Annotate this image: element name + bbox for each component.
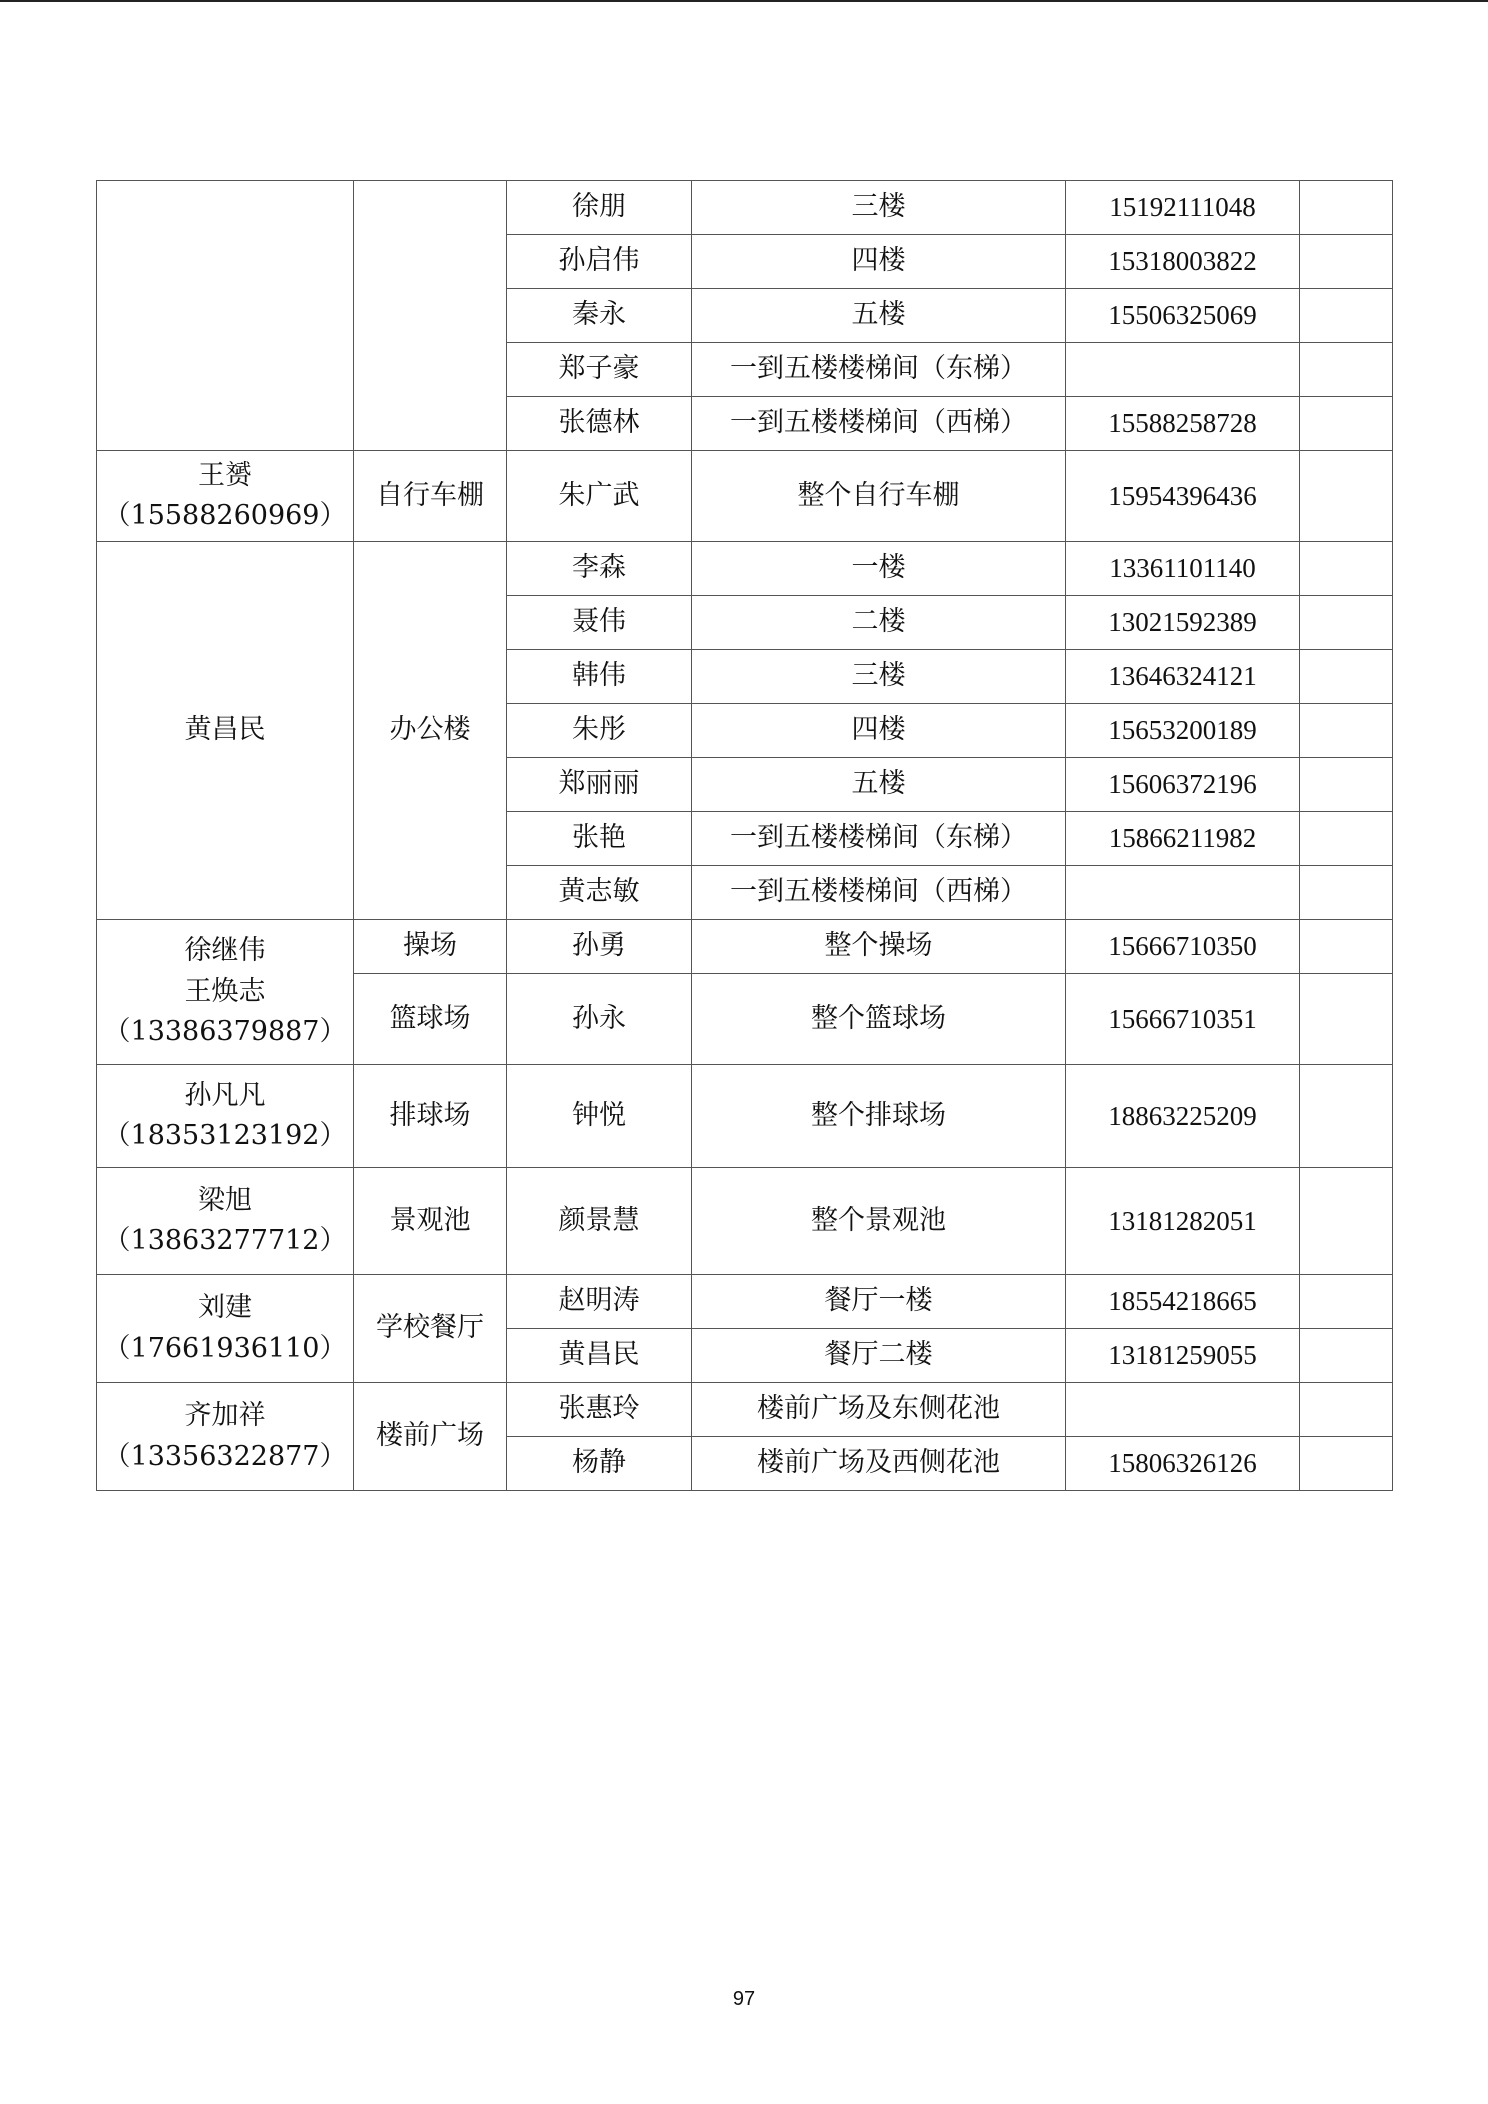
staff-name: 郑丽丽 (507, 758, 692, 812)
empty-cell (1300, 397, 1393, 451)
duty-area: 餐厅一楼 (692, 1275, 1066, 1329)
supervisor-cell (97, 1065, 354, 1168)
duty-area: 一到五楼楼梯间（西梯） (692, 397, 1066, 451)
table-row (97, 1275, 1393, 1329)
supervisor-cell (97, 1168, 354, 1275)
duty-area: 整个景观池 (692, 1168, 1066, 1275)
staff-phone: 13181259055 (1066, 1329, 1300, 1383)
staff-name: 孙启伟 (507, 235, 692, 289)
staff-phone: 15666710350 (1066, 920, 1300, 974)
staff-phone: 15606372196 (1066, 758, 1300, 812)
staff-phone: 15192111048 (1066, 181, 1300, 235)
empty-cell (1300, 974, 1393, 1065)
supervisor-phone: （13863277712） (103, 1225, 347, 1256)
staff-name: 韩伟 (507, 650, 692, 704)
location-cell: 楼前广场 (354, 1383, 507, 1491)
supervisor-name: 黄昌民 (184, 714, 266, 746)
duty-area: 整个操场 (692, 920, 1066, 974)
staff-name: 孙勇 (507, 920, 692, 974)
staff-name: 赵明涛 (507, 1275, 692, 1329)
duty-area: 餐厅二楼 (692, 1329, 1066, 1383)
staff-phone (1066, 1383, 1300, 1437)
empty-cell (1300, 1329, 1393, 1383)
supervisor-phone: （13356322877） (103, 1440, 347, 1472)
supervisor-name: 齐加祥 (184, 1400, 266, 1431)
empty-cell (1300, 920, 1393, 974)
staff-phone: 13181282051 (1066, 1168, 1300, 1275)
duty-area: 整个篮球场 (692, 974, 1066, 1065)
supervisor-name-2: 王焕志 (184, 975, 266, 1007)
supervisor-cell (97, 181, 354, 451)
duty-roster-table (96, 180, 1393, 1491)
staff-phone: 18863225209 (1066, 1065, 1300, 1168)
duty-area: 一到五楼楼梯间（西梯） (692, 866, 1066, 920)
empty-cell (1300, 650, 1393, 704)
staff-name: 李森 (507, 542, 692, 596)
location-cell: 自行车棚 (354, 451, 507, 542)
staff-phone: 15318003822 (1066, 235, 1300, 289)
table-row (97, 1065, 1393, 1168)
staff-name: 张德林 (507, 397, 692, 451)
supervisor-name: 王赟 (198, 459, 252, 491)
supervisor-name: 刘建 (198, 1292, 252, 1323)
staff-phone: 18554218665 (1066, 1275, 1300, 1329)
staff-name: 郑子豪 (507, 343, 692, 397)
staff-name: 黄昌民 (507, 1329, 692, 1383)
empty-cell (1300, 758, 1393, 812)
location-cell: 操场 (354, 920, 507, 974)
duty-area: 楼前广场及东侧花池 (692, 1383, 1066, 1437)
empty-cell (1300, 542, 1393, 596)
supervisor-name: 孙凡凡 (184, 1079, 266, 1111)
empty-cell (1300, 812, 1393, 866)
supervisor-cell (97, 1383, 354, 1491)
staff-name: 朱广武 (507, 451, 692, 542)
staff-name: 张惠玲 (507, 1383, 692, 1437)
empty-cell (1300, 451, 1393, 542)
supervisor-name: 徐继伟 (184, 935, 266, 967)
supervisor-cell (97, 451, 354, 542)
empty-cell (1300, 1168, 1393, 1275)
staff-phone: 15806326126 (1066, 1437, 1300, 1491)
staff-name: 张艳 (507, 812, 692, 866)
duty-area: 三楼 (692, 650, 1066, 704)
supervisor-cell (97, 1275, 354, 1383)
empty-cell (1300, 235, 1393, 289)
page-number: 97 (732, 1988, 756, 2010)
duty-area: 五楼 (692, 289, 1066, 343)
duty-area: 五楼 (692, 758, 1066, 812)
staff-phone: 15666710351 (1066, 974, 1300, 1065)
table-row (97, 451, 1393, 542)
table-row (97, 920, 1393, 974)
empty-cell (1300, 596, 1393, 650)
staff-phone: 15506325069 (1066, 289, 1300, 343)
location-cell (354, 181, 507, 451)
supervisor-phone: （17661936110） (103, 1332, 347, 1364)
supervisor-cell (97, 920, 354, 1065)
staff-phone: 13021592389 (1066, 596, 1300, 650)
staff-phone: 13646324121 (1066, 650, 1300, 704)
table-row (97, 181, 1393, 235)
staff-phone: 15653200189 (1066, 704, 1300, 758)
location-cell: 学校餐厅 (354, 1275, 507, 1383)
duty-area: 整个排球场 (692, 1065, 1066, 1168)
staff-phone (1066, 866, 1300, 920)
staff-name: 颜景慧 (507, 1168, 692, 1275)
location-cell: 篮球场 (354, 974, 507, 1065)
supervisor-phone: （18353123192） (103, 1120, 347, 1151)
empty-cell (1300, 704, 1393, 758)
empty-cell (1300, 1383, 1393, 1437)
table-row (97, 1383, 1393, 1437)
location-cell: 景观池 (354, 1168, 507, 1275)
duty-area: 一楼 (692, 542, 1066, 596)
empty-cell (1300, 1065, 1393, 1168)
supervisor-cell (97, 542, 354, 920)
empty-cell (1300, 289, 1393, 343)
empty-cell (1300, 1437, 1393, 1491)
staff-name: 孙永 (507, 974, 692, 1065)
staff-name: 黄志敏 (507, 866, 692, 920)
location-cell: 排球场 (354, 1065, 507, 1168)
page-top-border (0, 0, 1488, 2)
location-cell: 办公楼 (354, 542, 507, 920)
empty-cell (1300, 343, 1393, 397)
staff-phone: 15588258728 (1066, 397, 1300, 451)
staff-phone: 13361101140 (1066, 542, 1300, 596)
duty-area: 一到五楼楼梯间（东梯） (692, 812, 1066, 866)
duty-area: 二楼 (692, 596, 1066, 650)
staff-name: 杨静 (507, 1437, 692, 1491)
duty-area: 整个自行车棚 (692, 451, 1066, 542)
table-row (97, 542, 1393, 596)
duty-area: 一到五楼楼梯间（东梯） (692, 343, 1066, 397)
duty-area: 楼前广场及西侧花池 (692, 1437, 1066, 1491)
staff-phone: 15954396436 (1066, 451, 1300, 542)
empty-cell (1300, 1275, 1393, 1329)
staff-name: 聂伟 (507, 596, 692, 650)
duty-area: 四楼 (692, 704, 1066, 758)
duty-area: 三楼 (692, 181, 1066, 235)
staff-phone (1066, 343, 1300, 397)
supervisor-phone: （15588260969） (103, 500, 347, 531)
table-row (97, 1168, 1393, 1275)
staff-name: 朱彤 (507, 704, 692, 758)
staff-name: 徐朋 (507, 181, 692, 235)
empty-cell (1300, 181, 1393, 235)
empty-cell (1300, 866, 1393, 920)
staff-name: 秦永 (507, 289, 692, 343)
supervisor-name: 梁旭 (198, 1184, 252, 1216)
staff-phone: 15866211982 (1066, 812, 1300, 866)
staff-name: 钟悦 (507, 1065, 692, 1168)
supervisor-phone: （13386379887） (103, 1016, 347, 1048)
duty-area: 四楼 (692, 235, 1066, 289)
